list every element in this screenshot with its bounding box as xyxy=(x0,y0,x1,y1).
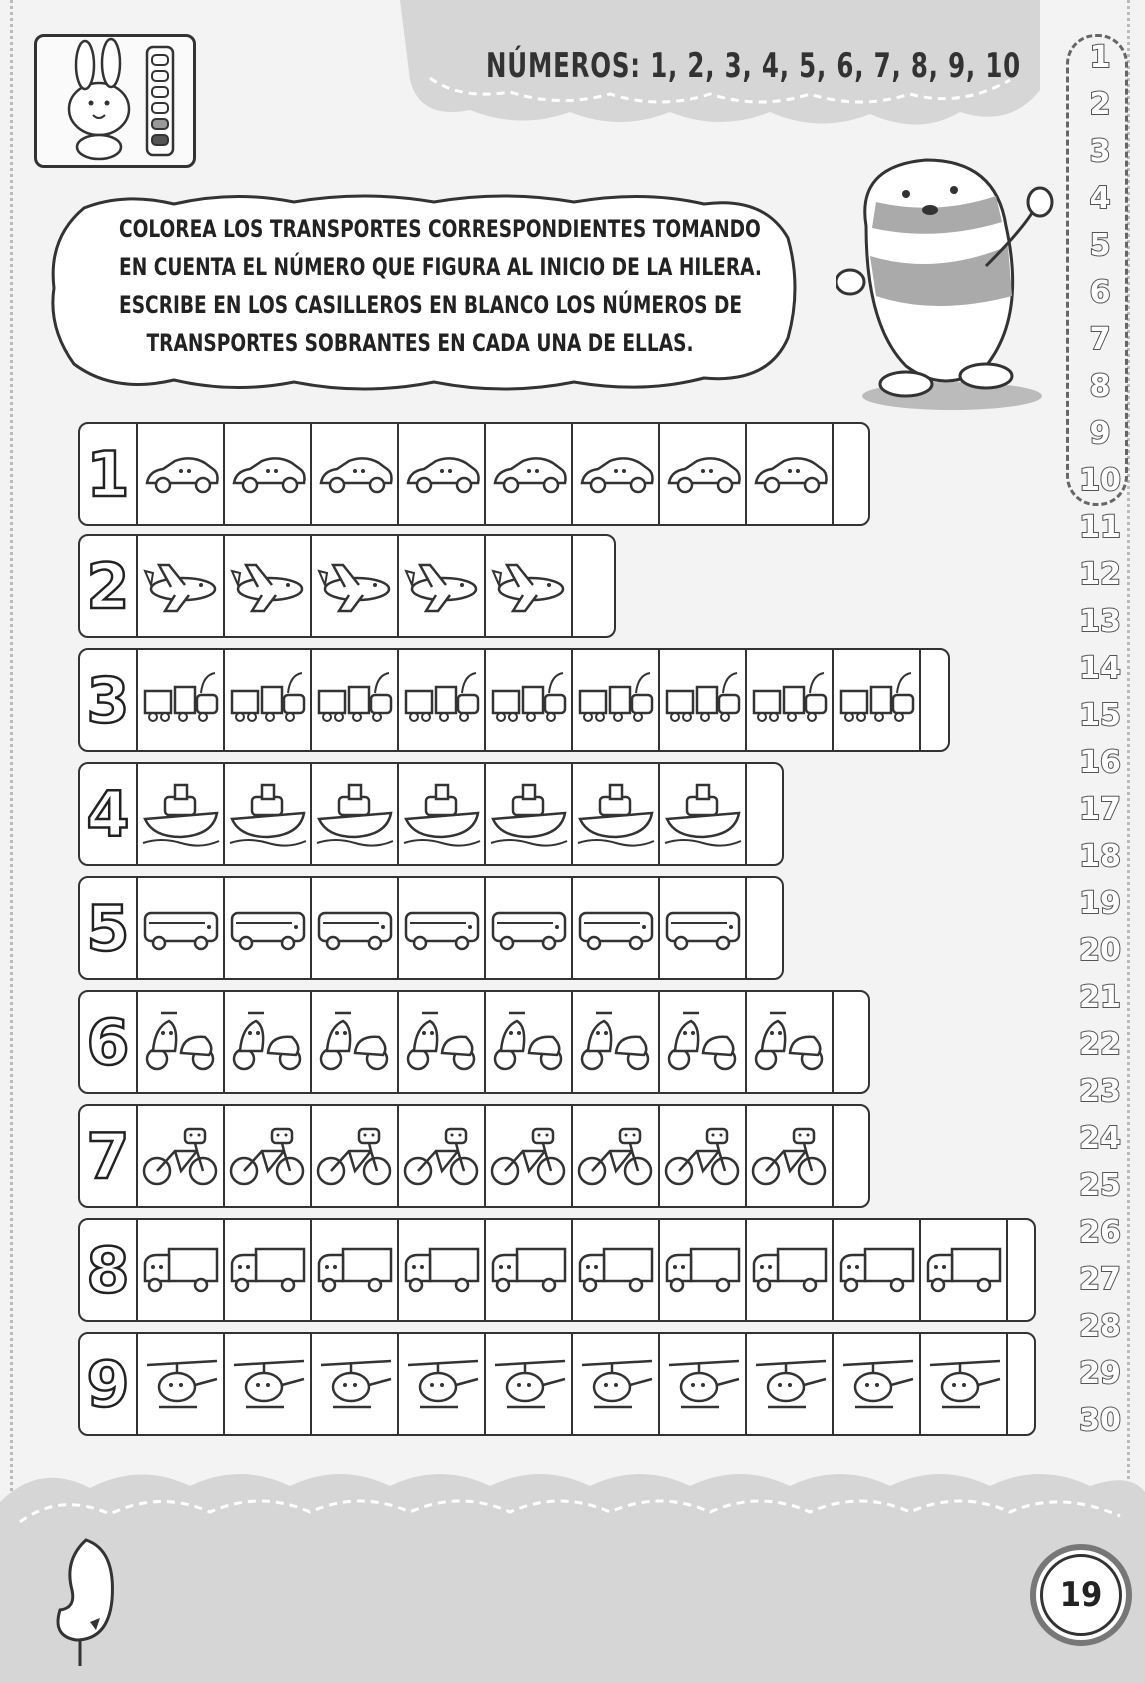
vehicle-cell[interactable] xyxy=(138,878,225,978)
truck-icon xyxy=(141,1235,221,1305)
vehicle-row xyxy=(78,422,870,526)
vehicle-cell[interactable] xyxy=(312,1334,399,1434)
vehicle-cell[interactable] xyxy=(225,764,312,864)
row-number: 1 xyxy=(80,424,138,524)
vehicle-row xyxy=(78,1332,1036,1436)
bicycle-icon xyxy=(315,1121,395,1191)
row-number: 6 xyxy=(80,992,138,1092)
car-icon xyxy=(315,439,395,509)
side-number: 2 xyxy=(1089,87,1111,122)
boat-icon xyxy=(402,779,482,849)
vehicle-cell[interactable] xyxy=(660,764,747,864)
side-number: 14 xyxy=(1079,651,1121,686)
train-icon xyxy=(141,665,221,735)
bicycle-icon xyxy=(402,1121,482,1191)
side-number: 5 xyxy=(1089,228,1111,263)
bus-icon xyxy=(489,893,569,963)
bus-icon xyxy=(402,893,482,963)
answer-box[interactable] xyxy=(1008,1334,1034,1434)
bus-icon xyxy=(141,893,221,963)
vehicle-row xyxy=(78,1218,1036,1322)
scooter-icon xyxy=(489,1007,569,1077)
helicopter-icon xyxy=(402,1349,482,1419)
vehicle-cell[interactable] xyxy=(138,992,225,1092)
boat-icon xyxy=(315,779,395,849)
answer-box[interactable] xyxy=(834,1106,868,1206)
boat-icon xyxy=(141,779,221,849)
car-icon xyxy=(228,439,308,509)
helicopter-icon xyxy=(750,1349,830,1419)
vehicle-cell[interactable] xyxy=(486,1220,573,1320)
vehicle-cell[interactable] xyxy=(225,878,312,978)
answer-box[interactable] xyxy=(1008,1220,1034,1320)
vehicle-row xyxy=(78,648,950,752)
scooter-icon xyxy=(576,1007,656,1077)
vehicle-cell[interactable] xyxy=(660,1334,747,1434)
side-number: 11 xyxy=(1079,510,1121,545)
vehicle-cell[interactable] xyxy=(747,1334,834,1434)
answer-box[interactable] xyxy=(921,650,948,750)
side-number: 23 xyxy=(1079,1074,1121,1109)
side-number: 21 xyxy=(1079,980,1121,1015)
vehicle-cell[interactable] xyxy=(399,1220,486,1320)
instructions-text xyxy=(70,210,770,362)
vehicle-cell[interactable] xyxy=(225,992,312,1092)
vehicle-cell[interactable] xyxy=(486,764,573,864)
car-icon xyxy=(750,439,830,509)
side-number: 22 xyxy=(1079,1027,1121,1062)
side-number: 1 xyxy=(1089,40,1111,75)
vehicle-cell[interactable] xyxy=(834,650,921,750)
train-icon xyxy=(576,665,656,735)
vehicle-cell[interactable] xyxy=(660,650,747,750)
vehicle-row xyxy=(78,534,616,638)
side-number: 19 xyxy=(1079,886,1121,921)
vehicle-cell[interactable] xyxy=(486,536,573,636)
side-number: 16 xyxy=(1079,745,1121,780)
vehicle-row xyxy=(78,762,784,866)
vehicle-cell[interactable] xyxy=(573,878,660,978)
vehicle-cell[interactable] xyxy=(138,764,225,864)
side-number: 13 xyxy=(1079,604,1121,639)
side-number: 24 xyxy=(1079,1121,1121,1156)
vehicle-cell[interactable] xyxy=(225,1106,312,1206)
footer-cloud xyxy=(0,1462,1145,1683)
vehicle-cell[interactable] xyxy=(312,764,399,864)
row-number: 9 xyxy=(80,1334,138,1434)
side-number: 29 xyxy=(1079,1356,1121,1391)
vehicle-cell[interactable] xyxy=(486,1106,573,1206)
otter-mascot-icon xyxy=(836,146,1056,416)
vehicle-cell[interactable] xyxy=(573,1106,660,1206)
vehicle-cell[interactable] xyxy=(834,1220,921,1320)
answer-box[interactable] xyxy=(747,878,782,978)
side-number: 20 xyxy=(1079,933,1121,968)
vehicle-cell[interactable] xyxy=(399,1334,486,1434)
vehicle-cell[interactable] xyxy=(486,1334,573,1434)
vehicle-cell[interactable] xyxy=(312,992,399,1092)
airplane-icon xyxy=(141,551,221,621)
page-number-badge xyxy=(1030,1544,1132,1646)
bus-icon xyxy=(315,893,395,963)
row-number: 7 xyxy=(80,1106,138,1206)
car-icon xyxy=(489,439,569,509)
boat-icon xyxy=(489,779,569,849)
truck-icon xyxy=(489,1235,569,1305)
answer-box[interactable] xyxy=(747,764,782,864)
truck-icon xyxy=(315,1235,395,1305)
vehicle-cell[interactable] xyxy=(399,878,486,978)
vehicle-cell[interactable] xyxy=(225,650,312,750)
helicopter-icon xyxy=(576,1349,656,1419)
helicopter-icon xyxy=(924,1349,1004,1419)
side-number-strip xyxy=(1070,34,1130,1444)
vehicle-cell[interactable] xyxy=(660,992,747,1092)
vehicle-cell[interactable] xyxy=(921,1334,1008,1434)
side-number: 8 xyxy=(1089,369,1111,404)
vehicle-cell[interactable] xyxy=(225,1220,312,1320)
vehicle-cell[interactable] xyxy=(312,1220,399,1320)
row-number: 3 xyxy=(80,650,138,750)
vehicle-cell[interactable] xyxy=(399,650,486,750)
vehicle-cell[interactable] xyxy=(138,1220,225,1320)
instruction-line: COLOREA LOS TRANSPORTES CORRESPONDIENTES TOMANDO xyxy=(119,215,761,243)
side-number: 3 xyxy=(1089,134,1111,169)
side-number: 9 xyxy=(1089,416,1111,451)
bus-icon xyxy=(663,893,743,963)
vehicle-cell[interactable] xyxy=(660,424,747,524)
airplane-icon xyxy=(489,551,569,621)
airplane-icon xyxy=(402,551,482,621)
side-number: 30 xyxy=(1079,1403,1121,1438)
side-number: 28 xyxy=(1079,1309,1121,1344)
helicopter-icon xyxy=(663,1349,743,1419)
vehicle-cell[interactable] xyxy=(225,1334,312,1434)
vehicle-row xyxy=(78,876,784,980)
train-icon xyxy=(837,665,917,735)
truck-icon xyxy=(837,1235,917,1305)
side-number: 7 xyxy=(1089,322,1111,357)
instruction-line: TRANSPORTES SOBRANTES EN CADA UNA DE ELLAS. xyxy=(146,329,694,357)
scooter-icon xyxy=(663,1007,743,1077)
vehicle-cell[interactable] xyxy=(312,1106,399,1206)
boat-icon xyxy=(663,779,743,849)
side-number: 18 xyxy=(1079,839,1121,874)
vehicle-cell[interactable] xyxy=(660,1106,747,1206)
vehicle-cell[interactable] xyxy=(225,536,312,636)
row-number: 4 xyxy=(80,764,138,864)
scooter-icon xyxy=(402,1007,482,1077)
row-number: 2 xyxy=(80,536,138,636)
truck-icon xyxy=(576,1235,656,1305)
side-number: 4 xyxy=(1089,181,1111,216)
scooter-icon xyxy=(750,1007,830,1077)
bicycle-icon xyxy=(576,1121,656,1191)
truck-icon xyxy=(402,1235,482,1305)
bunny-icon xyxy=(37,37,193,165)
bus-icon xyxy=(576,893,656,963)
vehicle-cell[interactable] xyxy=(573,992,660,1092)
bicycle-icon xyxy=(489,1121,569,1191)
answer-box[interactable] xyxy=(834,992,868,1092)
vehicle-cell[interactable] xyxy=(573,650,660,750)
bus-icon xyxy=(228,893,308,963)
vehicle-cell[interactable] xyxy=(138,1334,225,1434)
vehicle-cell[interactable] xyxy=(486,878,573,978)
boat-icon xyxy=(228,779,308,849)
vehicle-cell[interactable] xyxy=(660,1220,747,1320)
vehicle-cell[interactable] xyxy=(573,1220,660,1320)
vehicle-cell[interactable] xyxy=(138,536,225,636)
vehicle-cell[interactable] xyxy=(399,424,486,524)
helicopter-icon xyxy=(489,1349,569,1419)
helicopter-icon xyxy=(228,1349,308,1419)
airplane-icon xyxy=(315,551,395,621)
helicopter-icon xyxy=(315,1349,395,1419)
vehicle-cell[interactable] xyxy=(486,424,573,524)
bird-icon xyxy=(46,1530,126,1670)
car-icon xyxy=(402,439,482,509)
side-number: 6 xyxy=(1089,275,1111,310)
side-number: 17 xyxy=(1079,792,1121,827)
side-number: 15 xyxy=(1079,698,1121,733)
side-number: 10 xyxy=(1079,463,1121,498)
row-number: 8 xyxy=(80,1220,138,1320)
scooter-icon xyxy=(228,1007,308,1077)
train-icon xyxy=(315,665,395,735)
train-icon xyxy=(402,665,482,735)
truck-icon xyxy=(750,1235,830,1305)
train-icon xyxy=(489,665,569,735)
side-number: 27 xyxy=(1079,1262,1121,1297)
vehicle-row xyxy=(78,1104,870,1208)
helicopter-icon xyxy=(141,1349,221,1419)
vehicle-cell[interactable] xyxy=(660,878,747,978)
vehicle-cell[interactable] xyxy=(921,1220,1008,1320)
side-number: 12 xyxy=(1079,557,1121,592)
vehicle-cell[interactable] xyxy=(747,1106,834,1206)
scooter-icon xyxy=(315,1007,395,1077)
vehicle-cell[interactable] xyxy=(312,424,399,524)
vehicle-cell[interactable] xyxy=(834,1334,921,1434)
vehicle-cell[interactable] xyxy=(138,650,225,750)
train-icon xyxy=(228,665,308,735)
row-number: 5 xyxy=(80,878,138,978)
vehicle-cell[interactable] xyxy=(399,536,486,636)
bicycle-icon xyxy=(663,1121,743,1191)
train-icon xyxy=(750,665,830,735)
page-title: NÚMEROS: 1, 2, 3, 4, 5, 6, 7, 8, 9, 10 xyxy=(486,46,1021,86)
car-icon xyxy=(141,439,221,509)
truck-icon xyxy=(663,1235,743,1305)
instruction-line: ESCRIBE EN LOS CASILLEROS EN BLANCO LOS NÚMEROS DE xyxy=(119,291,743,319)
scooter-icon xyxy=(141,1007,221,1077)
vehicle-cell[interactable] xyxy=(747,650,834,750)
vehicle-cell[interactable] xyxy=(573,1334,660,1434)
car-icon xyxy=(663,439,743,509)
vehicle-cell[interactable] xyxy=(573,764,660,864)
vehicle-cell[interactable] xyxy=(312,878,399,978)
vehicle-cell[interactable] xyxy=(747,424,834,524)
vehicle-cell[interactable] xyxy=(573,424,660,524)
answer-box[interactable] xyxy=(834,424,868,524)
bicycle-icon xyxy=(228,1121,308,1191)
vehicle-row xyxy=(78,990,870,1094)
train-icon xyxy=(663,665,743,735)
vehicle-cell[interactable] xyxy=(138,424,225,524)
instruction-line: EN CUENTA EL NÚMERO QUE FIGURA AL INICIO DE LA HILERA. xyxy=(119,253,762,281)
level-badge xyxy=(34,34,196,168)
vehicle-cell[interactable] xyxy=(312,536,399,636)
vehicle-cell[interactable] xyxy=(747,992,834,1092)
truck-icon xyxy=(924,1235,1004,1305)
vehicle-cell[interactable] xyxy=(312,650,399,750)
vehicle-cell[interactable] xyxy=(486,992,573,1092)
boat-icon xyxy=(576,779,656,849)
airplane-icon xyxy=(228,551,308,621)
bicycle-icon xyxy=(750,1121,830,1191)
answer-box[interactable] xyxy=(573,536,614,636)
car-icon xyxy=(576,439,656,509)
side-number: 26 xyxy=(1079,1215,1121,1250)
page-number: 19 xyxy=(1040,1554,1122,1636)
vehicle-cell[interactable] xyxy=(138,1106,225,1206)
vehicle-cell[interactable] xyxy=(399,992,486,1092)
side-number: 25 xyxy=(1079,1168,1121,1203)
vehicle-cell[interactable] xyxy=(747,1220,834,1320)
vehicle-cell[interactable] xyxy=(399,1106,486,1206)
helicopter-icon xyxy=(837,1349,917,1419)
truck-icon xyxy=(228,1235,308,1305)
vehicle-cell[interactable] xyxy=(399,764,486,864)
vehicle-cell[interactable] xyxy=(486,650,573,750)
vehicle-cell[interactable] xyxy=(225,424,312,524)
bicycle-icon xyxy=(141,1121,221,1191)
